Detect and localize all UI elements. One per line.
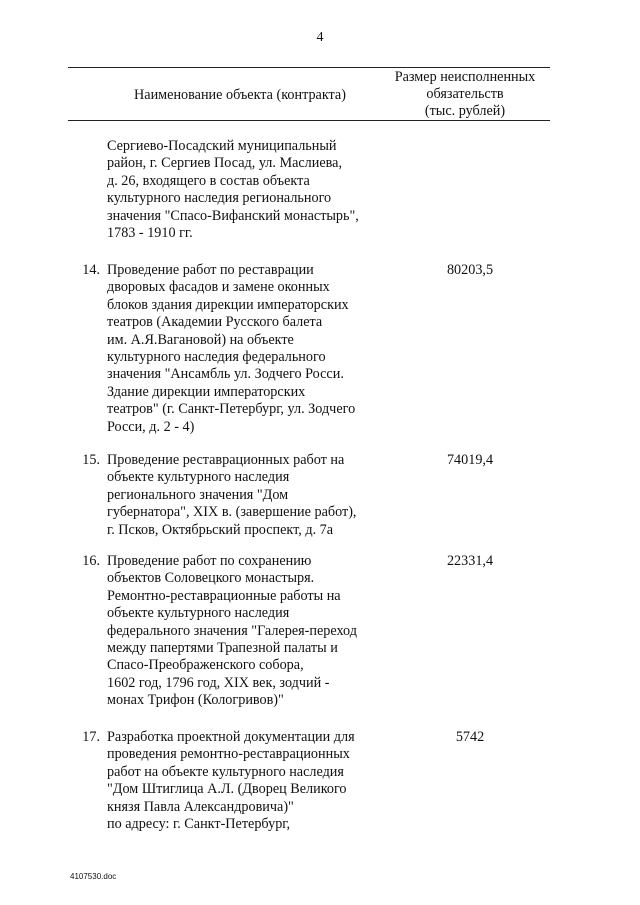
object-name-line: объекте культурного наследия <box>107 605 290 622</box>
object-name-line: проведения ремонтно-реставрационных <box>107 746 350 763</box>
row-number: 16. <box>82 553 100 569</box>
object-name-line: между папертями Трапезной палаты и <box>107 640 338 657</box>
column-header-amount-line: Размер неисполненных <box>394 69 536 85</box>
object-name-line: Сергиево-Посадский муниципальный <box>107 138 337 154</box>
object-name-line: д. 26, входящего в состав объекта <box>107 172 310 189</box>
object-name-line: Проведение работ по реставрации <box>107 262 314 278</box>
object-name-line: Проведение работ по сохранению <box>107 553 312 569</box>
table-top-rule <box>68 67 550 68</box>
object-name <box>107 262 397 436</box>
object-name-line: Проведение реставрационных работ на <box>107 452 345 468</box>
object-name <box>107 729 397 833</box>
object-name-line: район, г. Сергиев Посад, ул. Маслиева, <box>107 155 343 172</box>
object-name-line: культурного наследия регионального <box>107 190 332 207</box>
object-name-line: дворовых фасадов и замене оконных <box>107 279 330 296</box>
object-name-line: "Дом Штиглица А.Л. (Дворец Великого <box>107 781 347 798</box>
column-header-amount-line: (тыс. рублей) <box>424 103 506 119</box>
object-name-line: объектов Соловецкого монастыря. <box>107 570 315 587</box>
object-name-line: значения "Ансамбль ул. Зодчего Росси. <box>107 366 344 383</box>
object-name-line: по адресу: г. Санкт-Петербург, <box>107 816 291 833</box>
object-name-line: 1783 - 1910 гг. <box>107 225 193 242</box>
object-name-line: губернатора", XIX в. (завершение работ), <box>107 504 357 521</box>
amount-value: 22331,4 <box>446 553 494 569</box>
object-name-line: им. А.Я.Вагановой) на объекте <box>107 331 294 348</box>
object-name-line: Здание дирекции императорских <box>107 383 306 400</box>
column-header-amount-line: обязательств <box>426 86 504 102</box>
object-name-line: театров (Академии Русского балета <box>107 314 323 331</box>
object-name-line: Разработка проектной документации для <box>107 729 355 745</box>
amount-value: 80203,5 <box>446 262 494 278</box>
object-name <box>107 138 397 242</box>
row-number: 14. <box>82 262 100 278</box>
object-name-line: 1602 год, 1796 год, XIX век, зодчий - <box>107 674 330 691</box>
object-name-line: Росси, д. 2 - 4) <box>107 418 195 435</box>
object-name-line: объекте культурного наследия <box>107 469 290 486</box>
object-name <box>107 553 397 710</box>
table-header-rule <box>68 120 550 121</box>
page-number: 4 <box>316 30 324 45</box>
object-name-line: регионального значения "Дом <box>107 486 289 503</box>
object-name-line: федерального значения "Галерея-переход <box>107 622 357 639</box>
object-name <box>107 452 397 539</box>
row-number: 15. <box>82 452 100 468</box>
amount-value: 74019,4 <box>446 452 494 468</box>
object-name-line: блоков здания дирекции императорских <box>107 296 349 313</box>
row-number: 17. <box>82 729 100 745</box>
amount-value: 5742 <box>455 729 485 745</box>
object-name-line: г. Псков, Октябрьский проспект, д. 7а <box>107 521 334 538</box>
object-name-line: культурного наследия федерального <box>107 349 326 366</box>
object-name-line: Спасо-Преображенского собора, <box>107 657 304 674</box>
object-name-line: театров" (г. Санкт-Петербург, ул. Зодчего <box>107 401 356 418</box>
column-header-name: Наименование объекта (контракта) <box>134 87 346 103</box>
column-header-amount <box>380 69 550 120</box>
object-name-line: значения "Спасо-Вифанский монастырь", <box>107 207 359 224</box>
object-name-line: князя Павла Александровича)" <box>107 798 294 815</box>
document-code: 4107530.doc <box>70 872 117 881</box>
object-name-line: работ на объекте культурного наследия <box>107 763 344 780</box>
object-name-line: монах Трифон (Кологривов)" <box>107 692 284 709</box>
object-name-line: Ремонтно-реставрационные работы на <box>107 587 341 604</box>
